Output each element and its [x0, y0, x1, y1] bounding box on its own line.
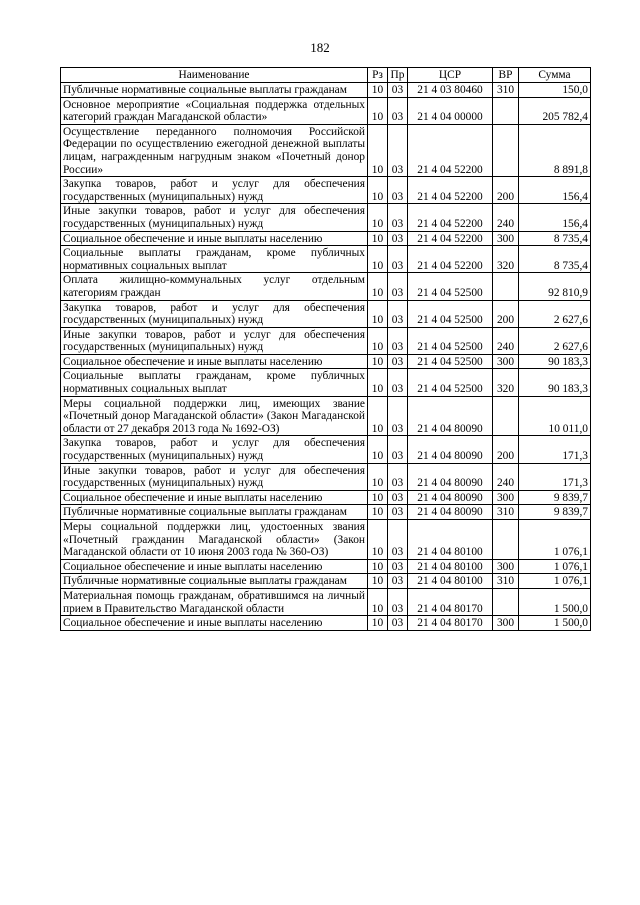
row-csr: 21 4 04 52200 — [408, 124, 493, 176]
table-row — [61, 97, 591, 124]
row-amount: 9 839,7 — [519, 505, 591, 520]
row-amount: 9 839,7 — [519, 490, 591, 505]
row-name: Материальная помощь гражданам, обратившимся на личный прием в Правительство Магаданской области — [61, 588, 368, 615]
row-name: Оплата жилищно-коммунальных услуг отдельным категориям граждан — [61, 273, 368, 300]
header-vr: ВР — [493, 68, 519, 83]
table-row — [61, 327, 591, 354]
row-amount: 2 627,6 — [519, 300, 591, 327]
row-vr — [493, 396, 519, 436]
row-csr: 21 4 04 80170 — [408, 588, 493, 615]
row-csr: 21 4 04 80090 — [408, 505, 493, 520]
table-row — [61, 369, 591, 396]
row-amount: 90 183,3 — [519, 369, 591, 396]
row-pr: 03 — [388, 124, 408, 176]
row-pr: 03 — [388, 505, 408, 520]
row-csr: 21 4 04 52500 — [408, 354, 493, 369]
row-pr: 03 — [388, 273, 408, 300]
header-name: Наименование — [61, 68, 368, 83]
row-vr: 320 — [493, 369, 519, 396]
row-rz: 10 — [368, 588, 388, 615]
row-pr: 03 — [388, 520, 408, 560]
row-csr: 21 4 04 00000 — [408, 97, 493, 124]
row-amount: 1 500,0 — [519, 588, 591, 615]
table-row — [61, 246, 591, 273]
row-csr: 21 4 04 52200 — [408, 204, 493, 231]
row-rz: 10 — [368, 490, 388, 505]
page-number: 182 — [310, 40, 330, 55]
row-vr: 310 — [493, 505, 519, 520]
row-rz: 10 — [368, 396, 388, 436]
row-pr: 03 — [388, 463, 408, 490]
row-amount: 171,3 — [519, 463, 591, 490]
table-row — [61, 505, 591, 520]
row-pr: 03 — [388, 177, 408, 204]
row-amount: 1 076,1 — [519, 574, 591, 589]
row-vr: 320 — [493, 246, 519, 273]
row-name: Публичные нормативные социальные выплаты гражданам — [61, 83, 368, 98]
row-csr: 21 4 04 52200 — [408, 177, 493, 204]
row-pr: 03 — [388, 97, 408, 124]
row-rz: 10 — [368, 177, 388, 204]
row-amount: 1 076,1 — [519, 559, 591, 574]
row-name: Социальное обеспечение и иные выплаты населению — [61, 490, 368, 505]
row-amount: 90 183,3 — [519, 354, 591, 369]
row-amount: 205 782,4 — [519, 97, 591, 124]
row-rz: 10 — [368, 505, 388, 520]
row-vr: 310 — [493, 574, 519, 589]
row-amount: 1 500,0 — [519, 616, 591, 631]
row-rz: 10 — [368, 354, 388, 369]
row-vr — [493, 273, 519, 300]
row-pr: 03 — [388, 396, 408, 436]
row-name: Иные закупки товаров, работ и услуг для обеспечения государственных (муниципальных) нужд — [61, 204, 368, 231]
header-csr: ЦСР — [408, 68, 493, 83]
row-pr: 03 — [388, 204, 408, 231]
row-vr: 240 — [493, 463, 519, 490]
row-rz: 10 — [368, 574, 388, 589]
row-name: Осуществление переданного полномочия Российской Федерации по осуществлению ежегодной денежной выплаты лицам, награжденным нагрудным знаком «Почетный донор России» — [61, 124, 368, 176]
row-pr: 03 — [388, 559, 408, 574]
header-rz: Рз — [368, 68, 388, 83]
row-name: Иные закупки товаров, работ и услуг для обеспечения государственных (муниципальных) нужд — [61, 463, 368, 490]
row-rz: 10 — [368, 463, 388, 490]
row-name: Публичные нормативные социальные выплаты гражданам — [61, 505, 368, 520]
row-csr: 21 4 04 52500 — [408, 369, 493, 396]
row-name: Закупка товаров, работ и услуг для обеспечения государственных (муниципальных) нужд — [61, 177, 368, 204]
budget-table — [60, 67, 591, 631]
row-pr: 03 — [388, 83, 408, 98]
row-rz: 10 — [368, 83, 388, 98]
table-row — [61, 490, 591, 505]
row-pr: 03 — [388, 300, 408, 327]
row-rz: 10 — [368, 369, 388, 396]
row-csr: 21 4 04 80100 — [408, 559, 493, 574]
row-name: Закупка товаров, работ и услуг для обеспечения государственных (муниципальных) нужд — [61, 300, 368, 327]
table-row — [61, 273, 591, 300]
table-row — [61, 204, 591, 231]
row-amount: 8 735,4 — [519, 246, 591, 273]
row-name: Социальное обеспечение и иные выплаты населению — [61, 559, 368, 574]
row-name: Социальное обеспечение и иные выплаты населению — [61, 616, 368, 631]
table-row — [61, 588, 591, 615]
row-vr: 300 — [493, 231, 519, 246]
row-vr: 200 — [493, 300, 519, 327]
row-csr: 21 4 04 80100 — [408, 520, 493, 560]
row-pr: 03 — [388, 490, 408, 505]
table-row — [61, 463, 591, 490]
row-name: Публичные нормативные социальные выплаты гражданам — [61, 574, 368, 589]
row-vr — [493, 588, 519, 615]
row-vr: 300 — [493, 559, 519, 574]
row-csr: 21 4 04 52200 — [408, 246, 493, 273]
row-vr: 240 — [493, 327, 519, 354]
row-name: Социальное обеспечение и иные выплаты населению — [61, 231, 368, 246]
row-rz: 10 — [368, 204, 388, 231]
row-amount: 171,3 — [519, 436, 591, 463]
row-vr: 310 — [493, 83, 519, 98]
table-row — [61, 231, 591, 246]
row-amount: 156,4 — [519, 177, 591, 204]
row-amount: 2 627,6 — [519, 327, 591, 354]
row-csr: 21 4 04 80090 — [408, 396, 493, 436]
row-csr: 21 4 04 80100 — [408, 574, 493, 589]
header-pr: Пр — [388, 68, 408, 83]
row-csr: 21 4 04 80170 — [408, 616, 493, 631]
row-pr: 03 — [388, 327, 408, 354]
row-name: Социальные выплаты гражданам, кроме публичных нормативных социальных выплат — [61, 369, 368, 396]
row-name: Иные закупки товаров, работ и услуг для обеспечения государственных (муниципальных) нужд — [61, 327, 368, 354]
table-row — [61, 436, 591, 463]
row-rz: 10 — [368, 616, 388, 631]
row-amount: 8 891,8 — [519, 124, 591, 176]
row-csr: 21 4 04 52500 — [408, 327, 493, 354]
row-csr: 21 4 04 52500 — [408, 300, 493, 327]
row-amount: 92 810,9 — [519, 273, 591, 300]
row-pr: 03 — [388, 588, 408, 615]
row-rz: 10 — [368, 300, 388, 327]
row-rz: 10 — [368, 559, 388, 574]
row-amount: 8 735,4 — [519, 231, 591, 246]
row-vr: 300 — [493, 490, 519, 505]
row-vr: 200 — [493, 436, 519, 463]
table-row — [61, 396, 591, 436]
row-rz: 10 — [368, 327, 388, 354]
row-name: Социальное обеспечение и иные выплаты населению — [61, 354, 368, 369]
row-pr: 03 — [388, 354, 408, 369]
row-pr: 03 — [388, 246, 408, 273]
table-row — [61, 124, 591, 176]
table-row — [61, 177, 591, 204]
row-rz: 10 — [368, 231, 388, 246]
table-row — [61, 559, 591, 574]
row-csr: 21 4 03 80460 — [408, 83, 493, 98]
row-csr: 21 4 04 52500 — [408, 273, 493, 300]
row-vr — [493, 97, 519, 124]
table-header-row — [61, 68, 591, 83]
row-pr: 03 — [388, 436, 408, 463]
row-amount: 10 011,0 — [519, 396, 591, 436]
table-row — [61, 83, 591, 98]
row-amount: 1 076,1 — [519, 520, 591, 560]
row-pr: 03 — [388, 574, 408, 589]
row-rz: 10 — [368, 124, 388, 176]
row-vr: 240 — [493, 204, 519, 231]
row-vr: 300 — [493, 616, 519, 631]
row-name: Основное мероприятие «Социальная поддержка отдельных категорий граждан Магаданской области» — [61, 97, 368, 124]
row-amount: 156,4 — [519, 204, 591, 231]
row-rz: 10 — [368, 246, 388, 273]
table-row — [61, 300, 591, 327]
table-row — [61, 616, 591, 631]
row-rz: 10 — [368, 97, 388, 124]
row-rz: 10 — [368, 520, 388, 560]
row-amount: 150,0 — [519, 83, 591, 98]
row-name: Закупка товаров, работ и услуг для обеспечения государственных (муниципальных) нужд — [61, 436, 368, 463]
row-vr: 300 — [493, 354, 519, 369]
row-vr: 200 — [493, 177, 519, 204]
row-csr: 21 4 04 80090 — [408, 463, 493, 490]
row-pr: 03 — [388, 231, 408, 246]
row-rz: 10 — [368, 273, 388, 300]
row-rz: 10 — [368, 436, 388, 463]
row-vr — [493, 124, 519, 176]
row-csr: 21 4 04 80090 — [408, 490, 493, 505]
row-csr: 21 4 04 52200 — [408, 231, 493, 246]
header-amount: Сумма — [519, 68, 591, 83]
row-name: Меры социальной поддержки лиц, удостоенных звания «Почетный гражданин Магаданской области» (Закон Магаданской области от 10 июня 2003 года № 360-ОЗ) — [61, 520, 368, 560]
row-vr — [493, 520, 519, 560]
row-name: Социальные выплаты гражданам, кроме публичных нормативных социальных выплат — [61, 246, 368, 273]
table-row — [61, 520, 591, 560]
row-csr: 21 4 04 80090 — [408, 436, 493, 463]
row-pr: 03 — [388, 616, 408, 631]
table-body — [61, 83, 591, 631]
row-name: Меры социальной поддержки лиц, имеющих звание «Почетный донор Магаданской области» (Закон Магаданской области от 27 декабря 2013 года № 1692-ОЗ) — [61, 396, 368, 436]
row-pr: 03 — [388, 369, 408, 396]
table-row — [61, 354, 591, 369]
table-row — [61, 574, 591, 589]
